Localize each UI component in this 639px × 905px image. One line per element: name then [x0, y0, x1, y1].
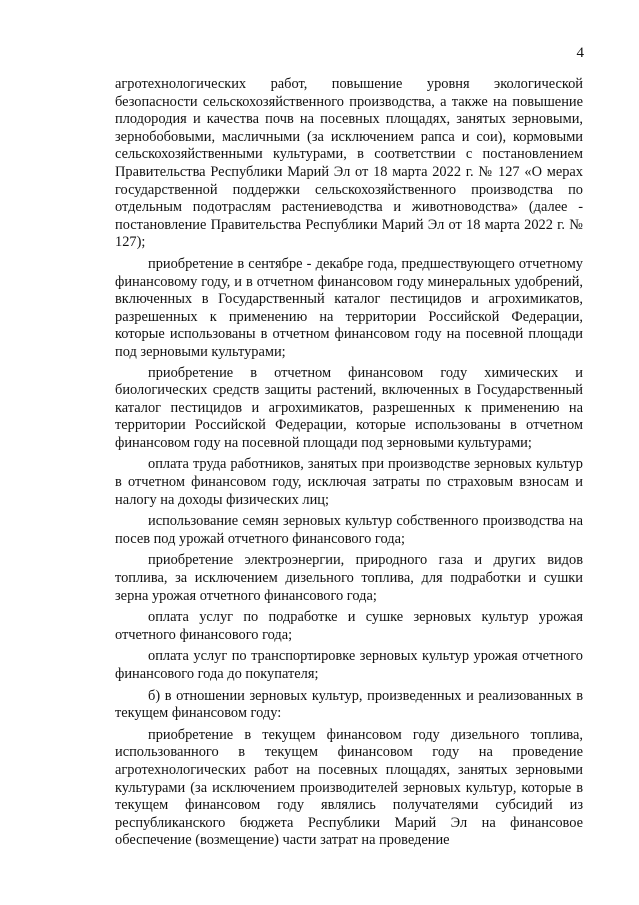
- paragraph-mineral-fertilizers: приобретение в сентябре - декабре года, предшествующего отчетному финансовому году, и в отчетном финансовом году минеральных удобрений, включенных в Государственный каталог пестицидов и агрохимикатов, разрешенных к применению на территории Российской Федерации, которые использованы в отчетном финансовом году на посевной площади под зерновыми культурами;: [115, 255, 583, 360]
- paragraph-diesel-fuel: приобретение в текущем финансовом году дизельного топлива, использованного в текущем финансовом году на проведение агротехнологических работ на посевных площадях, занятых зерновыми культурами (за исключением производителей зерновых культур, которые в текущем финансовом году являлись получателями субсидий из республиканского бюджета Республики Марий Эл на финансовое обеспечение (возмещение) части затрат на проведение: [115, 726, 583, 849]
- document-body: [115, 76, 583, 850]
- paragraph-own-seeds: использование семян зерновых культур собственного производства на посев под урожай отчетного финансового года;: [115, 513, 583, 547]
- paragraph-drying-services: оплата услуг по подработке и сушке зерновых культур урожая отчетного финансового года;: [115, 609, 583, 643]
- page-number: 4: [576, 45, 584, 61]
- paragraph-subsection-b: б) в отношении зерновых культур, произведенных и реализованных в текущем финансовом году:: [115, 687, 583, 722]
- paragraph-continuation: агротехнологических работ, повышение уровня экологической безопасности сельскохозяйственного производства, а также на повышение плодородия и качества почв на посевных площадях, занятых зерновыми, зернобобовыми, масличными (за исключением рапса и сои), кормовыми сельскохозяйственными культурами, в соответствии с постановлением Правительства Республики Марий Эл от 18 марта 2022 г. № 127 «О мерах государственной поддержки сельскохозяйственного производства по отдельным подотраслям растениеводства и животноводства» (далее - постановление Правительства Республики Марий Эл от 18 марта 2022 г. № 127);: [115, 76, 583, 251]
- paragraph-plant-protection: приобретение в отчетном финансовом году химических и биологических средств защиты растений, включенных в Государственный каталог пестицидов и агрохимикатов, разрешенных к применению на территории Российской Федерации, которые использованы в отчетном финансовом году на посевной площади под зерновыми культурами;: [115, 364, 583, 451]
- paragraph-labor-payment: оплата труда работников, занятых при производстве зерновых культур в отчетном финансовом году, исключая затраты по страховым взносам и налогу на доходы физических лиц;: [115, 456, 583, 508]
- paragraph-transport-services: оплата услуг по транспортировке зерновых культур урожая отчетного финансового года до покупателя;: [115, 648, 583, 682]
- paragraph-energy-fuel: приобретение электроэнергии, природного газа и других видов топлива, за исключением дизельного топлива, для подработки и сушки зерна урожая отчетного финансового года;: [115, 552, 583, 604]
